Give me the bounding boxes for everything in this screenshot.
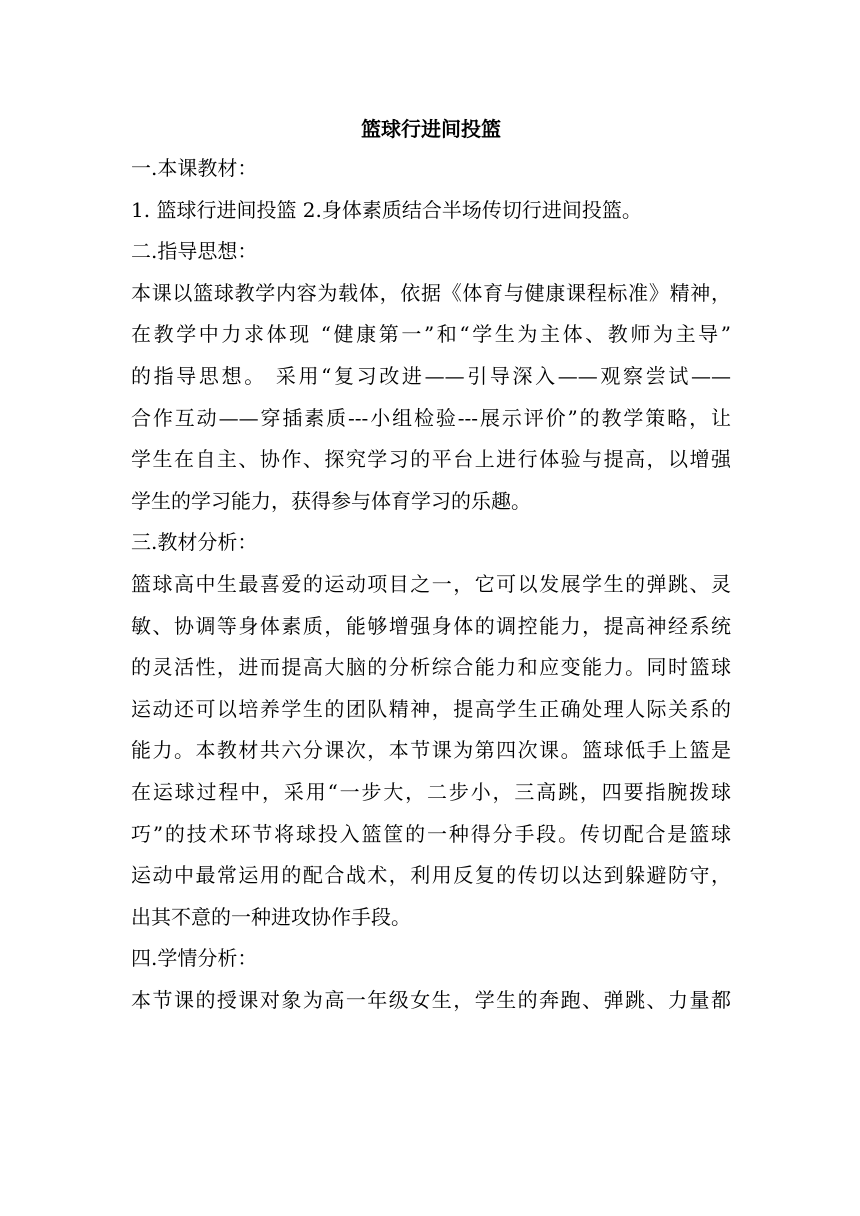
text-line: 1. 篮球行进间投篮 2.身体素质结合半场传切行进间投篮。 (131, 197, 642, 222)
document-title: 篮球行进间投篮 (361, 117, 501, 141)
text-line: 运动还可以培养学生的团队精神，提高学生正确处理人际关系的 (131, 696, 731, 721)
document-lines (131, 148, 731, 1021)
text-line: 篮球高中生最喜爱的运动项目之一，它可以发展学生的弹跳、灵 (131, 571, 731, 596)
text-line: 的指导思想。 采用“复习改进——引导深入——观察尝试—— (131, 363, 731, 388)
text-line: 学生在自主、协作、探究学习的平台上进行体验与提高，以增强 (131, 447, 731, 472)
text-line: 本课以篮球教学内容为载体，依据《体育与健康课程标准》精神， (131, 280, 731, 305)
section-heading: 三.教材分析： (131, 530, 258, 555)
text-line: 巧”的技术环节将球投入篮筐的一种得分手段。传切配合是篮球 (131, 821, 731, 846)
text-line: 学生的学习能力，获得参与体育学习的乐趣。 (131, 488, 531, 513)
text-line: 能力。本教材共六分课次，本节课为第四次课。篮球低手上篮是 (131, 738, 731, 763)
section-heading: 四.学情分析： (131, 946, 258, 971)
text-line: 敏、协调等身体素质，能够增强身体的调控能力，提高神经系统 (131, 613, 731, 638)
text-line: 在运球过程中，采用“一步大，二步小，三高跳，四要指腕拨球 (131, 779, 731, 804)
text-line: 运动中最常运用的配合战术，利用反复的传切以达到躲避防守， (131, 863, 731, 888)
text-line: 本节课的授课对象为高一年级女生，学生的奔跑、弹跳、力量都 (131, 987, 731, 1012)
section-heading: 二.指导思想： (131, 239, 258, 264)
text-line: 合作互动——穿插素质---小组检验---展示评价”的教学策略，让 (131, 405, 731, 430)
text-line: 的灵活性，进而提高大脑的分析综合能力和应变能力。同时篮球 (131, 655, 731, 680)
section-heading: 一.本课教材： (131, 156, 258, 180)
text-line: 出其不意的一种进攻协作手段。 (131, 904, 411, 929)
text-line: 在教学中力求体现 “健康第一”和“学生为主体、教师为主导” (131, 322, 731, 347)
document-body (131, 110, 731, 1021)
